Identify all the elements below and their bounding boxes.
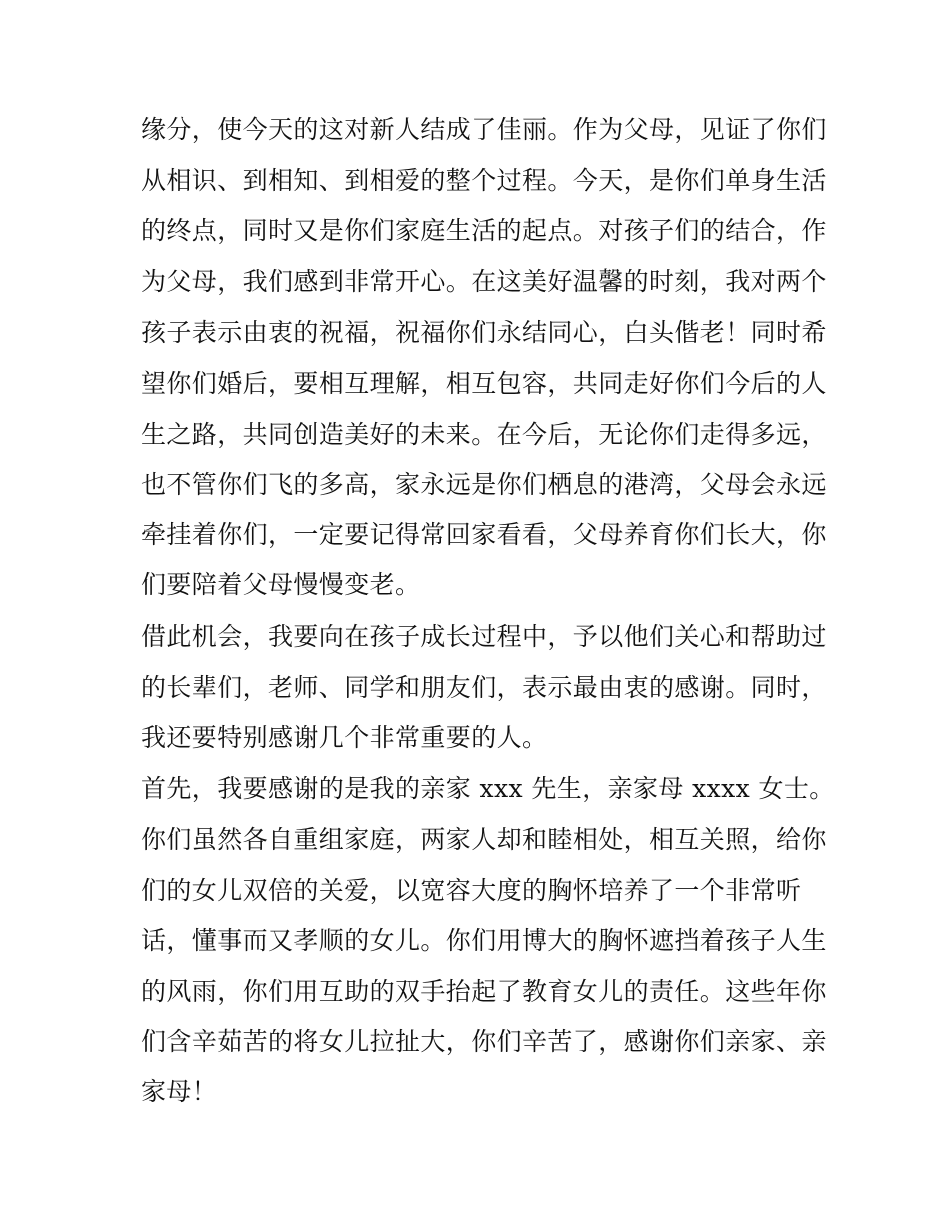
text-line: 的终点，同时又是你们家庭生活的起点。对孩子们的结合，作	[141, 216, 827, 245]
text-line: 生之路，共同创造美好的未来。在今后，无论你们走得多远，	[141, 420, 827, 449]
text-line: 们的女儿双倍的关爱，以宽容大度的胸怀培养了一个非常听	[141, 876, 802, 905]
text-line: 从相识、到相知、到相爱的整个过程。今天，是你们单身生活	[141, 166, 827, 195]
text-line: 望你们婚后，要相互理解，相互包容，共同走好你们今后的人	[141, 369, 827, 398]
text-line: 孩子表示由衷的祝福，祝福你们永结同心，白头偕老！同时希	[141, 318, 827, 347]
text-line: 的长辈们，老师、同学和朋友们，表示最由衷的感谢。同时，	[141, 673, 827, 702]
text-line: 也不管你们飞的多高，家永远是你们栖息的港湾，父母会永远	[141, 470, 827, 499]
text-line: 借此机会，我要向在孩子成长过程中，予以他们关心和帮助过	[141, 622, 827, 651]
text-line: 家母！	[141, 1077, 218, 1106]
text-line: 们含辛茹苦的将女儿拉扯大，你们辛苦了，感谢你们亲家、亲	[141, 1027, 827, 1056]
text-line: 的风雨，你们用互助的双手抬起了教育女儿的责任。这些年你	[141, 977, 827, 1006]
text-line: 缘分，使今天的这对新人结成了佳丽。作为父母，见证了你们	[141, 115, 827, 144]
text-line: 们要陪着父母慢慢变老。	[141, 570, 421, 599]
text-line: 你们虽然各自重组家庭，两家人却和睦相处，相互关照，给你	[141, 825, 827, 854]
text-line: 为父母，我们感到非常开心。在这美好温馨的时刻，我对两个	[141, 267, 827, 296]
text-line: 牵挂着你们，一定要记得常回家看看，父母养育你们长大，你	[141, 520, 827, 549]
text-line: 首先，我要感谢的是我的亲家 xxx 先生，亲家母 xxxx 女士。	[141, 774, 835, 803]
text-line: 我还要特别感谢几个非常重要的人。	[141, 723, 548, 752]
text-line: 话，懂事而又孝顺的女儿。你们用博大的胸怀遮挡着孩子人生	[141, 926, 827, 955]
